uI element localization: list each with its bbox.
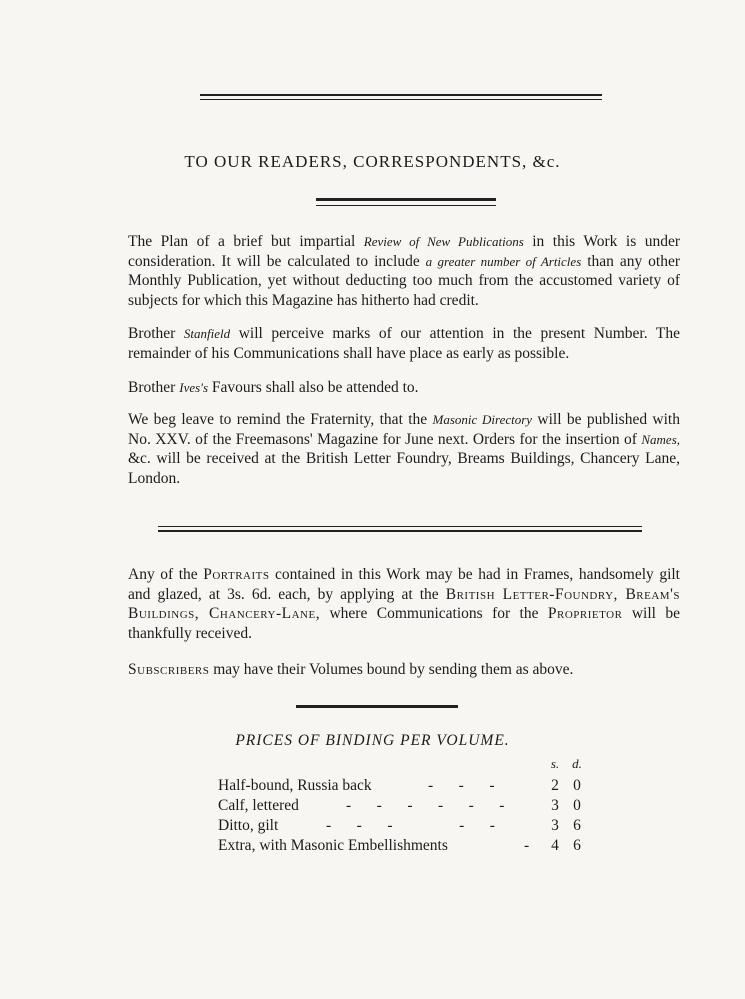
middle-rule-upper xyxy=(158,526,642,527)
paragraph-brother-stanfield: Brother Stanfield will perceive marks of our attention in the present Number. The remainder of his Communications shall have place as early as possible. xyxy=(128,325,680,362)
paragraph-review-plan: The Plan of a brief but impartial Review of New Publications in this Work is under consideration. It will be calculated to include a greater number of Articles than any other Monthly Publication, yet without deducting too much from the accustomed variety of subjects for which this Magazine has hitherto had credit. xyxy=(128,233,680,309)
paragraph-masonic-directory: We beg leave to remind the Fraternity, that the Masonic Directory will be published with No. XXV. of the Freemasons' Magazine for June next. Orders for the insertion of Names, &c. will be received at the British Letter Foundry, Breams Buildings, Chancery Lane, London. xyxy=(128,411,680,487)
middle-rule-lower xyxy=(158,530,642,532)
pence-header: d. xyxy=(572,756,582,771)
prices-column-header xyxy=(218,756,588,774)
paragraph-subscribers: Subscribers may have their Volumes bound by sending them as above. xyxy=(128,661,574,678)
price-row: Calf, lettered - - - - - - 3 0 xyxy=(218,797,581,814)
top-rule-upper xyxy=(200,94,602,96)
prices-rule xyxy=(296,705,458,708)
prices-title: PRICES OF BINDING PER VOLUME. xyxy=(235,732,510,749)
price-row: Ditto, gilt - - - - - 3 6 xyxy=(218,817,581,834)
page-heading: TO OUR READERS, CORRESPONDENTS, &c. xyxy=(184,152,561,171)
price-row: Half-bound, Russia back - - - 2 0 xyxy=(218,777,581,794)
paragraph-portraits: Any of the Portraits contained in this Work may be had in Frames, handsomely gilt and glazed, at 3s. 6d. each, by applying at the British Letter-Foundry, Bream's Buildings, Chancery-Lane, where Communications for the Proprietor will be thankfully received. xyxy=(128,566,680,642)
heading-rule xyxy=(316,198,496,201)
paragraph-brother-ives: Brother Ives's Favours shall also be attended to. xyxy=(128,379,419,396)
top-rule-lower xyxy=(200,99,602,100)
heading-rule-thin xyxy=(316,205,496,206)
shillings-header: s. xyxy=(550,756,560,771)
price-row: Extra, with Masonic Embellishments - 4 6 xyxy=(218,837,581,854)
